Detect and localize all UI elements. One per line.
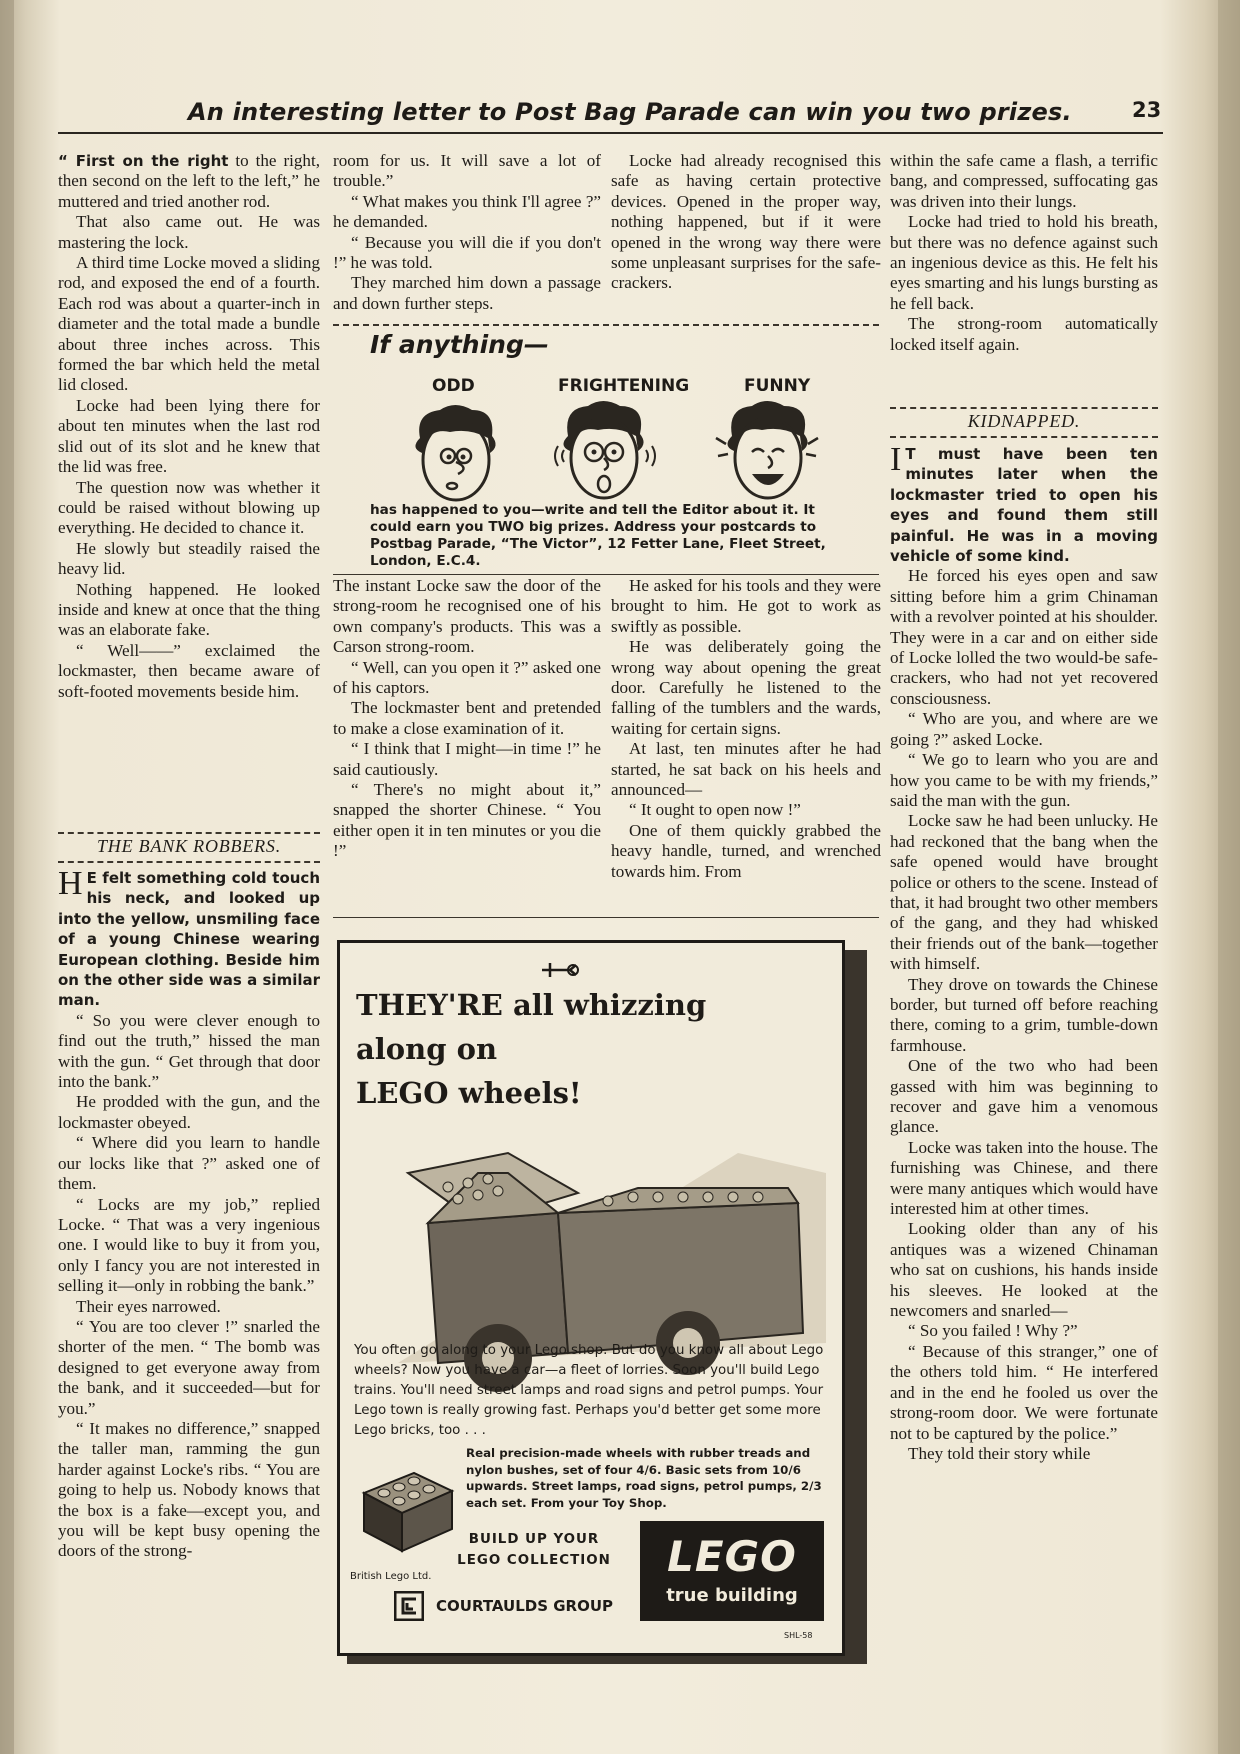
paragraph: He was deliberately going the wrong way about opening the great door. Carefully he listened to the falling of the tumblers and the wards, waiting for certain signs. (611, 637, 881, 738)
paragraph: The instant Locke saw the door of the strong-room he recognised one of his own company's products. This was a Carson strong-room. (333, 576, 601, 657)
column-1 (58, 151, 320, 702)
page-number: 23 (1132, 98, 1162, 122)
paragraph: Locke saw he had been unlucky. He had reckoned that the bang when the safe opened would have brought police or others to the scene. Instead of that, it had brought two other members of the gang, and they had whisked their friends out of the bank—together with himself. (890, 811, 1158, 974)
section-rule (58, 861, 320, 863)
label-frightening: FRIGHTENING (558, 376, 690, 396)
lego-advert (337, 940, 845, 1656)
column-2-top (333, 151, 601, 314)
paragraph: Looking older than any of his antiques was a wizened Chinaman who sat on cushions, his hands inside his sleeves. He looked at the newcomers and snarled— (890, 1219, 1158, 1321)
column-1-lower (58, 865, 320, 1562)
paragraph: At last, ten minutes after he had started, he sat back on his heels and announced— (611, 739, 881, 800)
paragraph: “ Locks are my job,” replied Locke. “ That was a very ingenious one. I would like to buy it from you, only I fancy you are not interested in selling it—only in robbing the bank.” (58, 1194, 320, 1296)
laughing-face-icon (712, 396, 822, 506)
paragraph: “ So you failed ! Why ?” (908, 1321, 1078, 1341)
paragraph: “ You are too clever !” snarled the shorter of the men. “ The bomb was designed to get everyone away from the bank, and it succeeded—but for you.” (58, 1316, 320, 1418)
feature-title: If anything— (370, 330, 549, 359)
paragraph: “ Well——” exclaimed the lockmaster, then became aware of soft-footed movements beside him. (58, 640, 320, 701)
paragraph: “ There's no might about it,” snapped the shorter Chinese. “ You either open it in ten minutes or you die !” (333, 780, 601, 861)
page-edge-shadow (1218, 0, 1240, 1754)
paragraph: The question now was whether it could be raised without blowing up everything. He decided to chance it. (58, 477, 320, 538)
paragraph: One of them quickly grabbed the heavy handle, turned, and wrenched towards him. From (611, 820, 881, 881)
advert-small-print: Real precision-made wheels with rubber treads and nylon bushes, set of four 4/6. Basic sets from 10/6 upwards. Street lamps, road signs, petrol pumps, 2/3 each set. From your Toy Shop. (466, 1446, 822, 1510)
paragraph: Locke had been lying there for about ten minutes when the last rod slid out of its slot and he knew that the lid was free. (58, 395, 320, 477)
paragraph: “ It ought to open now !” (629, 800, 801, 820)
paragraph: Nothing happened. He looked inside and knew at once that the thing was an elaborate fake. (58, 579, 320, 640)
paragraph: “ What makes you think I'll agree ?” he demanded. (333, 191, 601, 232)
column-3-top (611, 151, 881, 294)
paragraph: The strong-room automatically locked itself again. (890, 314, 1158, 354)
advert-shadow (845, 950, 867, 1662)
section-rule (890, 407, 1158, 409)
paragraph: They marched him down a passage and down further steps. (333, 273, 601, 313)
advert-maker: British Lego Ltd. (350, 1571, 432, 1582)
label-odd: ODD (432, 376, 475, 396)
paragraph: “ We go to learn who you are and how you came to be with my friends,” said the man with the gun. (890, 750, 1158, 810)
lego-logo: LEGO true building (640, 1521, 824, 1621)
advert-code: SHL-58 (784, 1631, 813, 1640)
paragraph: “ Because you will die if you don't !” he was told. (333, 232, 601, 273)
paragraph: He slowly but steadily raised the heavy lid. (58, 538, 320, 579)
advert-body: You often go along to your Lego shop. But do you know all about Lego wheels? Now you have a car—a fleet of lorries. Soon you'll build Lego trains. You'll need street lamps and road signs and petrol pumps. Your Lego town is really growing fast. Perhaps you'd better get some more Lego bricks, too . . . (354, 1343, 824, 1438)
odd-face-icon (400, 398, 510, 508)
column-3-middle (611, 576, 881, 882)
page-headline: An interesting letter to Post Bag Parade can win you two prizes. (188, 98, 1072, 126)
paragraph: They drove on towards the Chinese border, but turned off before reaching there, coming to a grim, tumble-down farmhouse. (890, 974, 1158, 1055)
column-4 (890, 151, 1158, 355)
binding-shadow (0, 0, 14, 1754)
frightened-face-icon (548, 396, 658, 506)
courtaulds-mark-icon (394, 1591, 424, 1621)
paragraph: “ First on the right to the right, then second on the left to the left,” he muttered and tried another rod. (58, 151, 320, 211)
paragraph: The lockmaster bent and pretended to make a close examination of it. (333, 698, 601, 738)
header-rule (58, 132, 1163, 134)
section-rule (890, 436, 1158, 438)
paragraph: “ I think that I might—in time !” he said cautiously. (333, 739, 601, 779)
subheading-kidnapped: KIDNAPPED. (967, 411, 1081, 431)
section-rule (58, 832, 320, 834)
paragraph: He prodded with the gun, and the lockmaster obeyed. (58, 1092, 320, 1132)
advert-headline: THEY'RE all whizzing along on LEGO wheels! (356, 988, 707, 1110)
paragraph: Locke was taken into the house. The furnishing was Chinese, and there were many antiques which would have interested him at other times. (890, 1137, 1158, 1219)
subheading-bank-robbers: THE BANK ROBBERS. (96, 836, 282, 856)
advert-slogan: BUILD UP YOUR LEGO COLLECTION (457, 1532, 611, 1568)
paragraph: “ Because of this stranger,” one of the others told him. “ He interfered and in the end he fooled us over the strong-room door. We were fortunate not to be captured by the police.” (890, 1341, 1158, 1443)
paragraph: One of the two who had been gassed with him was beginning to recover and gave him a venomous glance. (890, 1056, 1158, 1137)
lego-brick-icon (354, 1443, 458, 1561)
paragraph: He asked for his tools and they were brought to him. He got to work as swiftly as possible. (611, 576, 881, 636)
paragraph: A third time Locke moved a sliding rod, and exposed the end of a fourth. Each rod was about a quarter-inch in diameter and the total made a bundle about three inches across. This formed the bar which held the metal lid closed. (58, 253, 320, 395)
paragraph: That also came out. He was mastering the lock. (58, 212, 320, 252)
airplane-icon (540, 957, 580, 983)
paragraph: within the safe came a flash, a terrific bang, and compressed, suffocating gas was driven into their lungs. (890, 151, 1158, 211)
paragraph: “ It makes no difference,” snapped the taller man, ramming the gun harder against Locke's ribs. “ You are going to help us. Nobody knows that the box is a fake—except you, and you will be kept busy opening the doors of the strong- (58, 1418, 320, 1561)
paragraph: He forced his eyes open and saw sitting before him a grim Chinaman with a revolver pointed at his shoulder. They were in a car and on either side of Locke lolled the two would-be safe-crackers, who had not yet recovered consciousness. (890, 566, 1158, 708)
paragraph: “ So you were clever enough to find out the truth,” hissed the man with the gun. “ Get through that door into the bank.” (58, 1010, 320, 1092)
story-rule (333, 917, 879, 918)
feature-rule-bottom (333, 574, 879, 575)
feature-body: has happened to you—write and tell the Editor about it. It could earn you TWO big prizes. Address your postcards to Postbag Parade, “The Victor”, 12 Fetter Lane, Fleet Street, London, E.C.4. (370, 502, 826, 569)
column-4-lower (890, 441, 1158, 1464)
feature-rule-top (333, 324, 879, 326)
courtaulds-logo: COURTAULDS GROUP (394, 1591, 613, 1621)
label-funny: FUNNY (744, 376, 811, 396)
paragraph-lead: I T must have been ten minutes later when the lockmaster tried to open his eyes and found them still painful. He was in a moving vehicle of some kind. (890, 441, 1158, 566)
paragraph: They told their story while (908, 1443, 1091, 1463)
paragraph: “ Where did you learn to handle our locks like that ?” asked one of them. (58, 1133, 320, 1194)
paragraph: “ Well, can you open it ?” asked one of his captors. (333, 657, 601, 698)
paragraph: Their eyes narrowed. (76, 1296, 221, 1316)
paragraph: Locke had tried to hold his breath, but there was no defence against such an ingenious device as this. He felt his eyes smarting and his lungs bursting as he fell back. (890, 212, 1158, 313)
paragraph: Locke had already recognised this safe as having certain protective devices. Opened in the proper way, nothing happened, but if it were opened in the wrong way there were some unpleasant surprises for the safe-crackers. (611, 151, 881, 293)
paragraph: room for us. It will save a lot of trouble.” (333, 151, 601, 191)
column-2-middle (333, 576, 601, 862)
paragraph-lead: H E felt something cold touch his neck, and looked up into the yellow, unsmiling face of a young Chinese wearing European clothing. Beside him on the other side was a similar man. (58, 865, 320, 1010)
paragraph: “ Who are you, and where are we going ?” asked Locke. (890, 709, 1158, 749)
